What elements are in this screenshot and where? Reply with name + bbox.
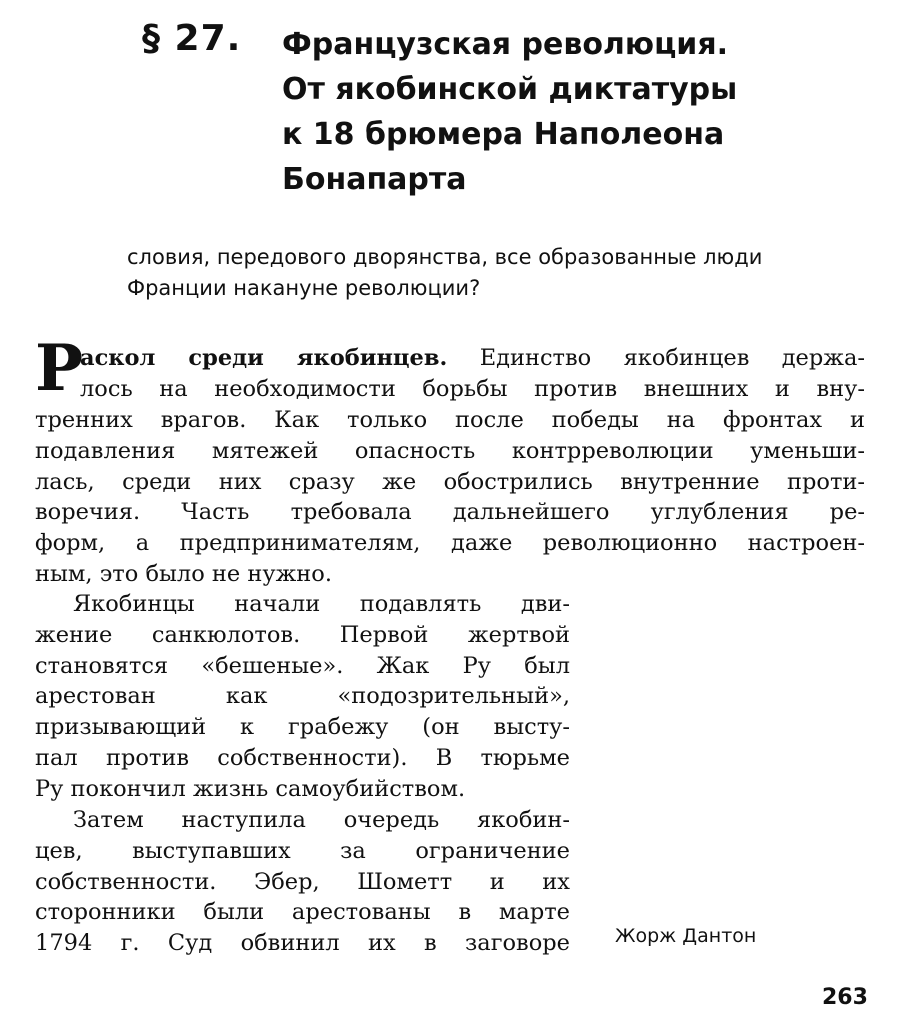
text-line: пал против собственности). В тюрьме (35, 744, 570, 771)
text-line: подавления мятежей опасность контрреволюции уменьши- (35, 437, 865, 464)
text-line: Ру покончил жизнь самоубийством. (35, 775, 466, 802)
text-line: жение санкюлотов. Первой жертвой (35, 621, 570, 648)
title-line: Бонапарта (282, 162, 467, 197)
page-number: 263 (822, 985, 868, 1010)
text-line: арестован как «подозрительный», (35, 683, 570, 710)
text-line: Затем наступила очередь якобин- (73, 807, 570, 833)
title-line: От якобинской диктатуры (282, 72, 738, 107)
text-line: цев, выступавших за ограничение (35, 837, 570, 864)
text-line: лась, среди них сразу же обострились внутренние проти- (35, 468, 865, 495)
title-line: к 18 брюмера Наполеона (282, 117, 725, 152)
paragraph-heading: аскол среди якобинцев. (80, 345, 448, 371)
text-line: тренних врагов. Как только после победы на фронтах и (35, 407, 865, 433)
figure-caption: Жорж Дантон (615, 925, 757, 947)
section-title (282, 22, 882, 202)
text-line: 1794 г. Суд обвинил их в заговоре (35, 930, 570, 957)
paragraph-3 (35, 805, 570, 959)
question-line: Франции накануне революции? (127, 276, 481, 300)
text-line: становятся «бешеные». Жак Ру был (35, 652, 570, 679)
section-number: § 27. (142, 18, 242, 59)
text-line: призывающий к грабежу (он высту- (35, 714, 570, 741)
text-line: аскол среди якобинцев. Единство якобинцев держа- (80, 345, 865, 371)
question-line: словия, передового дворянства, все образованные люди (127, 245, 763, 269)
paragraph-2 (35, 589, 570, 805)
text-line: воречия. Часть требовала дальнейшего углубления ре- (35, 499, 865, 526)
text-line: Якобинцы начали подавлять дви- (73, 591, 570, 617)
text-line: ным, это было не нужно. (35, 560, 332, 587)
paragraph-1 (35, 405, 865, 590)
paragraph-1-start (80, 343, 865, 405)
text-line: собственности. Эбер, Шометт и их (35, 868, 570, 895)
text-line: лось на необходимости борьбы против внешних и вну- (80, 375, 865, 402)
question-fragment (127, 242, 867, 304)
text-line: сторонники были арестованы в марте (35, 899, 570, 926)
title-line: Французская революция. (282, 27, 728, 62)
text-line: форм, а предпринимателям, даже революционно настроен- (35, 530, 865, 557)
drop-cap: Р (35, 331, 84, 406)
